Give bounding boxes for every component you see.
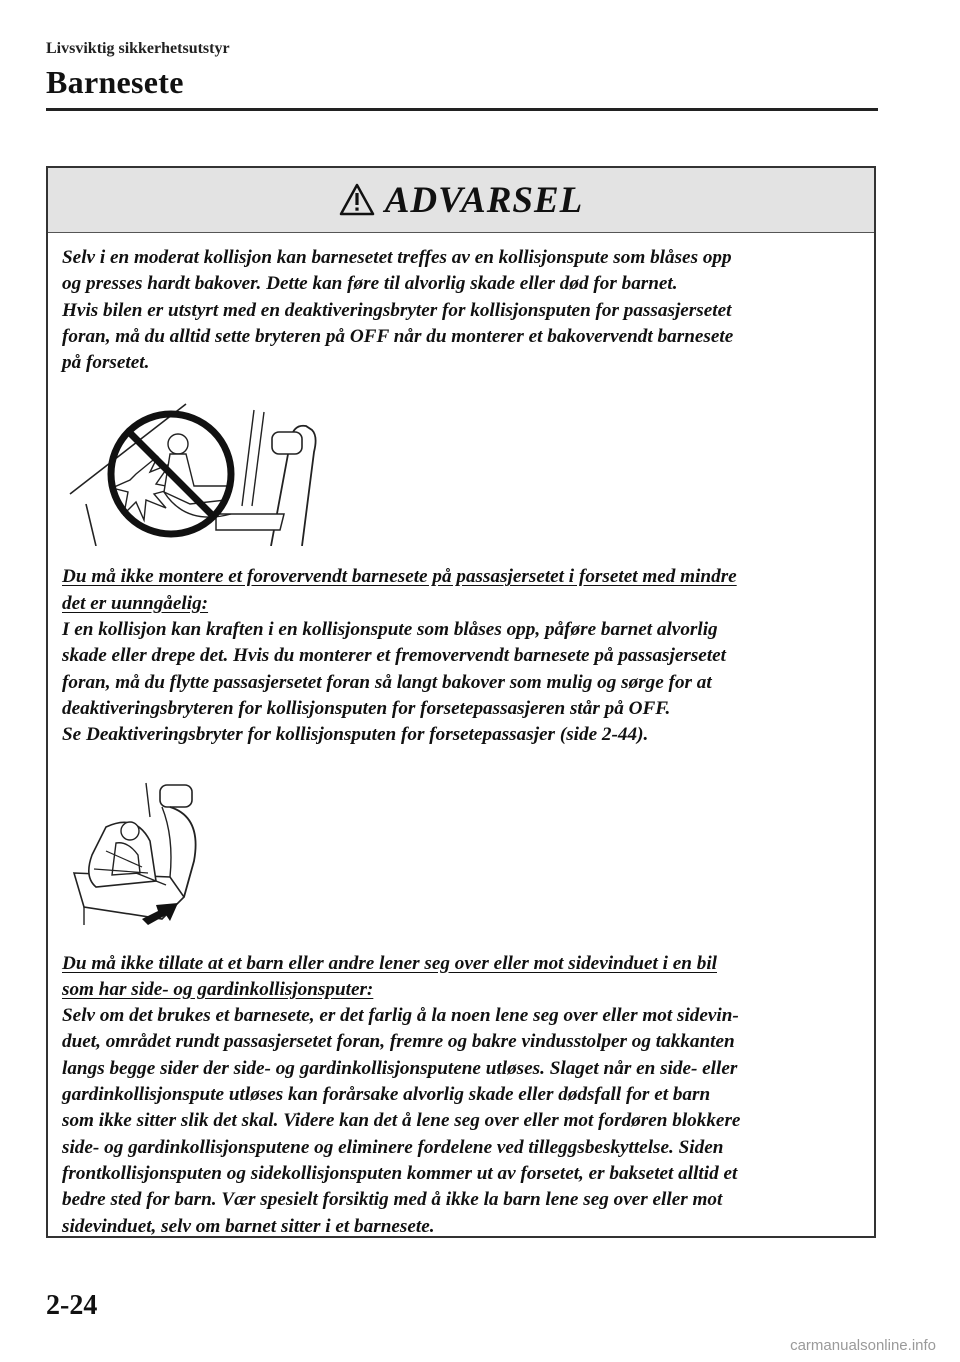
text-line: I en kollisjon kan kraften i en kollisjonspute som blåses opp, påføre barnet alvorlig [62,619,718,641]
warning-box [46,166,876,1238]
text-line: foran, må du flytte passasjersetet foran så langt bakover som mulig og sørge for at [62,671,712,693]
text-line: langs begge sider der side- og gardinkollisjonsputene utløses. Slaget når en side- eller [62,1057,738,1079]
text-line: duet, området rundt passasjersetet foran, fremre og bakre vindusstolper og takkanten [62,1031,735,1053]
section-label: Livsviktig sikkerhetsutstyr [46,40,230,57]
warning-heading-side-window [62,951,858,1004]
text-line: Selv om det brukes et barnesete, er det farlig å la noen lene seg over eller mot sidevin- [62,1005,739,1027]
warning-header [48,168,874,233]
warning-heading-forward-facing [62,564,858,617]
text-line: sidevinduet, selv om barnet sitter i et barnesete. [62,1215,435,1237]
warning-paragraph-side-window [62,1003,858,1240]
text-line: frontkollisjonsputen og sidekollisjonsputen kommer ut av forsetet, er baksetet alltid et [62,1162,738,1184]
page-title: Barnesete [46,64,184,100]
watermark: carmanualsonline.info [790,1337,936,1354]
text-line: foran, må du alltid sette bryteren på OFF når du monterer et bakovervendt barnesete [62,325,734,347]
text-line: som ikke sitter slik det skal. Videre kan det å lene seg over eller mot fordøren blokkere [62,1110,741,1132]
text-line: på forsetet. [62,352,150,374]
rear-facing-seat-prohibited-illustration [66,396,326,546]
text-line: Hvis bilen er utstyrt med en deaktiveringsbryter for kollisjonsputen for passasjersetet [62,299,732,321]
text-line: gardinkollisjonspute utløses kan forårsake alvorlig skade eller dødsfall for et barn [62,1084,711,1106]
text-line: og presses hardt bakover. Dette kan føre til alvorlig skade eller død for barnet. [62,273,678,295]
warning-paragraph-rear-facing [62,245,858,376]
text-line: Du må ikke montere et forovervendt barnesete på passasjersetet i forsetet med mindre [62,566,737,588]
text-line: side- og gardinkollisjonsputene og eliminere fordelene ved tilleggsbeskyttelse. Siden [62,1136,724,1158]
text-line: Se Deaktiveringsbryter for kollisjonsputen for forsetepassasjer (side 2-44). [62,724,649,746]
text-line: skade eller drepe det. Hvis du monterer et fremovervendt barnesete på passasjersetet [62,645,726,667]
warning-paragraph-forward-facing [62,617,858,748]
text-line: Du må ikke tillate at et barn eller andre lener seg over eller mot sidevinduet i en bil [62,952,717,974]
page-number: 2-24 [46,1290,98,1321]
text-line: Selv i en moderat kollisjon kan barnesetet treffes av en kollisjonspute som blåses opp [62,247,732,268]
warning-body [48,233,874,1240]
warning-title: ADVARSEL [384,179,584,221]
title-divider [46,108,878,111]
text-line: det er uunngåelig: [62,592,209,614]
text-line: deaktiveringsbryteren for kollisjonsputen for forsetepassasjeren står på OFF. [62,697,671,719]
warning-triangle-icon [339,183,375,217]
text-line: som har side- og gardinkollisjonsputer: [62,978,374,1000]
text-line: bedre sted for barn. Vær spesielt forsiktig med å ikke la barn lene seg over eller mot [62,1189,723,1211]
forward-facing-seat-illustration [66,777,206,927]
